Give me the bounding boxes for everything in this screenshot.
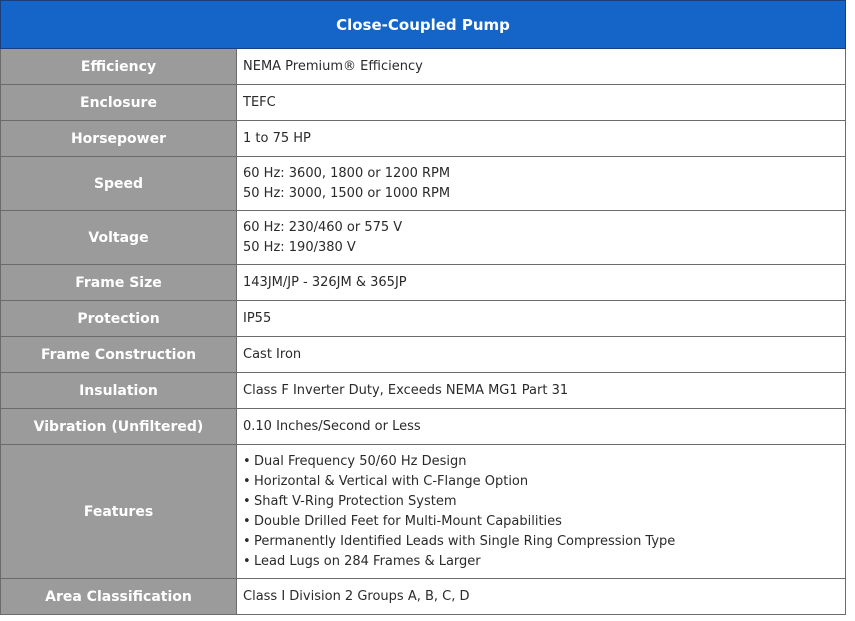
row-label-enclosure: Enclosure bbox=[1, 85, 237, 121]
feature-text: Double Drilled Feet for Multi-Mount Capabilities bbox=[254, 513, 562, 529]
row-label-speed: Speed bbox=[1, 157, 237, 211]
row-label-horsepower: Horsepower bbox=[1, 121, 237, 157]
feature-text: Dual Frequency 50/60 Hz Design bbox=[254, 453, 467, 469]
feature-bullet bbox=[243, 472, 839, 492]
value-line: Class F Inverter Duty, Exceeds NEMA MG1 Part 31 bbox=[243, 382, 569, 398]
bullet-icon: • bbox=[243, 513, 251, 529]
row-label-frame-size: Frame Size bbox=[1, 265, 237, 301]
row-value-frame-construction bbox=[237, 337, 846, 373]
table-row bbox=[1, 301, 846, 337]
row-label-insulation: Insulation bbox=[1, 373, 237, 409]
row-value-frame-size bbox=[237, 265, 846, 301]
feature-text: Lead Lugs on 284 Frames & Larger bbox=[254, 553, 481, 569]
value-line: 0.10 Inches/Second or Less bbox=[243, 418, 421, 434]
feature-text: Permanently Identified Leads with Single Ring Compression Type bbox=[254, 533, 676, 549]
row-value-insulation bbox=[237, 373, 846, 409]
bullet-icon: • bbox=[243, 493, 251, 509]
row-value-protection bbox=[237, 301, 846, 337]
feature-bullet bbox=[243, 512, 839, 532]
row-value-area-classification bbox=[237, 579, 846, 615]
table-row bbox=[1, 409, 846, 445]
feature-bullet bbox=[243, 452, 839, 472]
value-line: 1 to 75 HP bbox=[243, 130, 311, 146]
value-line: Class I Division 2 Groups A, B, C, D bbox=[243, 588, 470, 604]
feature-bullet bbox=[243, 492, 839, 512]
feature-bullet bbox=[243, 552, 839, 572]
table-row bbox=[1, 373, 846, 409]
row-value-vibration bbox=[237, 409, 846, 445]
row-value-efficiency bbox=[237, 49, 846, 85]
table-row bbox=[1, 445, 846, 579]
value-line: IP55 bbox=[243, 310, 272, 326]
table-row bbox=[1, 579, 846, 615]
row-value-enclosure bbox=[237, 85, 846, 121]
value-line: Cast Iron bbox=[243, 346, 302, 362]
table-row bbox=[1, 85, 846, 121]
table-row bbox=[1, 121, 846, 157]
feature-bullet bbox=[243, 532, 839, 552]
value-line: NEMA Premium® Efficiency bbox=[243, 58, 423, 74]
row-label-protection: Protection bbox=[1, 301, 237, 337]
table-row bbox=[1, 265, 846, 301]
bullet-icon: • bbox=[243, 553, 251, 569]
feature-text: Horizontal & Vertical with C-Flange Option bbox=[254, 473, 529, 489]
table-row bbox=[1, 157, 846, 211]
feature-text: Shaft V-Ring Protection System bbox=[254, 493, 457, 509]
value-line: 50 Hz: 190/380 V bbox=[243, 239, 356, 255]
value-line: 60 Hz: 3600, 1800 or 1200 RPM bbox=[243, 165, 451, 181]
row-label-frame-construction: Frame Construction bbox=[1, 337, 237, 373]
value-line: 143JM/JP - 326JM & 365JP bbox=[243, 274, 407, 290]
row-value-features bbox=[237, 445, 846, 579]
value-line: TEFC bbox=[243, 94, 276, 110]
bullet-icon: • bbox=[243, 533, 251, 549]
row-label-efficiency: Efficiency bbox=[1, 49, 237, 85]
value-line: 60 Hz: 230/460 or 575 V bbox=[243, 219, 403, 235]
row-label-features: Features bbox=[1, 445, 237, 579]
row-value-voltage bbox=[237, 211, 846, 265]
table-row bbox=[1, 211, 846, 265]
table-row bbox=[1, 49, 846, 85]
row-value-speed bbox=[237, 157, 846, 211]
row-label-area-classification: Area Classification bbox=[1, 579, 237, 615]
row-label-vibration: Vibration (Unfiltered) bbox=[1, 409, 237, 445]
value-line: 50 Hz: 3000, 1500 or 1000 RPM bbox=[243, 185, 451, 201]
row-value-horsepower bbox=[237, 121, 846, 157]
table-row bbox=[1, 337, 846, 373]
row-label-voltage: Voltage bbox=[1, 211, 237, 265]
table-title: Close-Coupled Pump bbox=[1, 1, 846, 49]
bullet-icon: • bbox=[243, 473, 251, 489]
bullet-icon: • bbox=[243, 453, 251, 469]
